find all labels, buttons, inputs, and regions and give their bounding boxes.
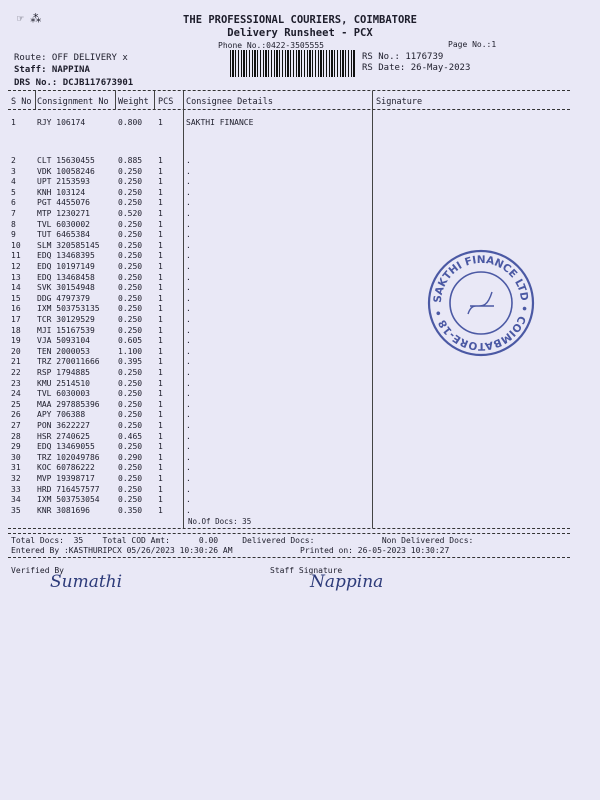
- row-details: .: [186, 474, 191, 483]
- row-consignment: DDG 4797379: [37, 293, 90, 303]
- row-consignment: IXM 503753135: [37, 304, 100, 314]
- row-details: .: [186, 505, 191, 515]
- row-weight: 0.250: [118, 219, 143, 229]
- footer-rule-2: [8, 557, 570, 558]
- row-pcs: 1: [158, 495, 163, 505]
- column-divider: [115, 91, 116, 109]
- row-sno: 28: [11, 431, 21, 441]
- table-header-rule: [8, 109, 570, 110]
- row-consignment: APY 706388: [37, 410, 86, 420]
- row-pcs: 1: [158, 410, 163, 420]
- verified-by-label: Verified By: [11, 566, 64, 575]
- row-sno: 20: [11, 346, 21, 356]
- row-pcs: 1: [158, 177, 163, 187]
- row-details: .: [186, 389, 191, 399]
- row-consignment: KNR 3081696: [37, 505, 90, 515]
- row-weight: 0.250: [118, 399, 143, 409]
- row-weight: 0.250: [118, 378, 143, 388]
- row-weight: 0.250: [118, 304, 143, 314]
- row-pcs: 1: [158, 283, 163, 293]
- row-sno: 10: [11, 240, 21, 250]
- row-sno: 30: [11, 452, 21, 462]
- table-bottom-rule: [8, 528, 570, 529]
- row-weight: 0.250: [118, 187, 143, 197]
- row-consignment: HSR 2740625: [37, 431, 90, 441]
- row-consignment: VJA 5093104: [37, 336, 90, 346]
- row-consignment: MAA 297885396: [37, 399, 100, 409]
- row-consignment: RJY 106174: [37, 118, 86, 127]
- row-weight: 0.250: [118, 166, 143, 176]
- row-pcs: 1: [158, 166, 163, 176]
- row-consignment: TUT 6465384: [37, 230, 90, 240]
- row-pcs: 1: [158, 346, 163, 356]
- row-sno: 24: [11, 389, 21, 399]
- row-details: .: [186, 368, 191, 377]
- row-pcs: 1: [158, 219, 163, 229]
- footer-rule: [8, 533, 570, 534]
- staff-signature-label: Staff Signature: [270, 566, 343, 575]
- row-details: .: [186, 187, 191, 197]
- row-weight: 0.250: [118, 389, 143, 399]
- row-weight: 0.250: [118, 325, 143, 335]
- row-sno: 17: [11, 315, 21, 324]
- row-details: .: [186, 495, 191, 505]
- row-pcs: 1: [158, 209, 163, 218]
- column-header-details: Consignee Details: [186, 97, 273, 107]
- row-pcs: 1: [158, 240, 163, 250]
- row-pcs: 1: [158, 304, 163, 314]
- column-divider: [154, 91, 155, 109]
- row-details: .: [186, 315, 191, 324]
- row-sno: 31: [11, 463, 21, 473]
- verified-signature: Sumathi: [50, 572, 123, 592]
- row-consignment: KMU 2514510: [37, 378, 90, 388]
- row-consignment: TRZ 270011666: [37, 357, 100, 367]
- row-weight: 0.250: [118, 198, 143, 208]
- drs-number: DRS No.: DCJB117673901: [14, 78, 134, 88]
- entered-by: Entered By :KASTHURIPCX 05/26/2023 10:30:26 AM: [11, 546, 233, 555]
- phone-number: Phone No.:0422-3505555: [218, 41, 324, 50]
- row-consignment: IXM 503753054: [37, 495, 100, 505]
- row-consignment: EDQ 13469055: [37, 442, 95, 452]
- column-divider: [35, 91, 36, 109]
- row-weight: 0.250: [118, 315, 143, 324]
- row-details: .: [186, 421, 191, 430]
- row-sno: 5: [11, 187, 16, 197]
- row-pcs: 1: [158, 262, 163, 271]
- row-weight: 0.885: [118, 156, 143, 165]
- row-pcs: 1: [158, 452, 163, 462]
- row-consignment: EDQ 13468395: [37, 251, 95, 261]
- rs-number: RS No.: 1176739: [362, 52, 444, 62]
- row-pcs: 1: [158, 315, 163, 324]
- row-consignment: TVL 6030002: [37, 219, 90, 229]
- row-pcs: 1: [158, 357, 163, 367]
- row-weight: 0.250: [118, 177, 143, 187]
- row-weight: 0.395: [118, 357, 143, 367]
- row-details: SAKTHI FINANCE: [186, 118, 254, 127]
- row-sno: 18: [11, 325, 21, 335]
- row-details: .: [186, 156, 191, 165]
- row-sno: 4: [11, 177, 16, 187]
- row-details: .: [186, 166, 191, 176]
- row-pcs: 1: [158, 272, 163, 282]
- row-weight: 0.250: [118, 283, 143, 293]
- row-consignment: MVP 19398717: [37, 474, 95, 483]
- row-sno: 9: [11, 230, 16, 240]
- row-sno: 25: [11, 399, 21, 409]
- row-weight: 0.250: [118, 293, 143, 303]
- row-consignment: TVL 6030003: [37, 389, 90, 399]
- row-pcs: 1: [158, 293, 163, 303]
- row-details: .: [186, 463, 191, 473]
- row-consignment: SLM 320585145: [37, 240, 100, 250]
- row-weight: 0.250: [118, 230, 143, 240]
- row-pcs: 1: [158, 378, 163, 388]
- row-sno: 14: [11, 283, 21, 293]
- row-weight: 0.250: [118, 442, 143, 452]
- row-pcs: 1: [158, 442, 163, 452]
- row-details: .: [186, 325, 191, 335]
- staff-signature: Nappina: [310, 572, 384, 592]
- row-weight: 0.250: [118, 463, 143, 473]
- row-weight: 0.250: [118, 262, 143, 271]
- row-sno: 2: [11, 156, 16, 165]
- row-weight: 0.250: [118, 484, 143, 494]
- row-consignment: RSP 1794885: [37, 368, 90, 377]
- row-pcs: 1: [158, 368, 163, 377]
- number-of-docs: No.Of Docs: 35: [188, 517, 252, 526]
- row-weight: 0.250: [118, 272, 143, 282]
- column-header-signature: Signature: [376, 97, 423, 107]
- row-details: .: [186, 357, 191, 367]
- staff-label: Staff: NAPPINA: [14, 65, 90, 75]
- row-details: .: [186, 442, 191, 452]
- row-consignment: MJI 15167539: [37, 325, 95, 335]
- row-pcs: 1: [158, 484, 163, 494]
- row-consignment: HRD 716457577: [37, 484, 100, 494]
- row-details: .: [186, 177, 191, 187]
- row-sno: 12: [11, 262, 21, 271]
- row-sno: 21: [11, 357, 21, 367]
- table-top-rule: [8, 90, 570, 91]
- row-weight: 0.800: [118, 118, 143, 127]
- column-header-consignment: Consignment No: [37, 97, 109, 107]
- stamp-scribble: [468, 292, 494, 314]
- row-weight: 0.350: [118, 505, 143, 515]
- row-details: .: [186, 251, 191, 261]
- document-subtitle: Delivery Runsheet - PCX: [227, 27, 373, 39]
- printed-on: Printed on: 26-05-2023 10:30:27: [300, 546, 450, 555]
- row-sno: 22: [11, 368, 21, 377]
- row-consignment: TEN 2000053: [37, 346, 90, 356]
- row-pcs: 1: [158, 399, 163, 409]
- column-divider: [372, 91, 373, 528]
- row-sno: 7: [11, 209, 16, 218]
- row-sno: 11: [11, 251, 21, 261]
- row-pcs: 1: [158, 156, 163, 165]
- row-sno: 32: [11, 474, 21, 483]
- row-sno: 3: [11, 166, 16, 176]
- row-pcs: 1: [158, 118, 163, 127]
- row-consignment: TCR 30129529: [37, 315, 95, 324]
- scan-corner-mark: ☞ ⁂: [17, 12, 42, 25]
- document-title: THE PROFESSIONAL COURIERS, COIMBATORE: [183, 14, 417, 26]
- row-details: .: [186, 283, 191, 293]
- row-consignment: PGT 4455076: [37, 198, 90, 208]
- row-sno: 33: [11, 484, 21, 494]
- row-weight: 0.290: [118, 452, 143, 462]
- row-weight: 1.100: [118, 346, 143, 356]
- row-sno: 6: [11, 198, 16, 208]
- page-number: Page No.:1: [448, 40, 497, 49]
- row-consignment: CLT 15630455: [37, 156, 95, 165]
- row-weight: 0.250: [118, 421, 143, 430]
- row-sno: 35: [11, 505, 21, 515]
- row-details: .: [186, 230, 191, 240]
- row-sno: 26: [11, 410, 21, 420]
- column-divider: [183, 91, 184, 528]
- row-consignment: UPT 2153593: [37, 177, 90, 187]
- row-consignment: SVK 30154948: [37, 283, 95, 293]
- row-consignment: VDK 10058246: [37, 166, 95, 176]
- row-details: .: [186, 452, 191, 462]
- row-sno: 27: [11, 421, 21, 430]
- row-consignment: TRZ 102049786: [37, 452, 100, 462]
- route-label: Route: OFF DELIVERY x: [14, 53, 128, 63]
- row-details: .: [186, 346, 191, 356]
- row-sno: 29: [11, 442, 21, 452]
- row-details: .: [186, 410, 191, 420]
- row-weight: 0.250: [118, 251, 143, 261]
- row-pcs: 1: [158, 505, 163, 515]
- row-details: .: [186, 304, 191, 314]
- row-weight: 0.250: [118, 368, 143, 377]
- row-details: .: [186, 219, 191, 229]
- row-details: .: [186, 198, 191, 208]
- row-pcs: 1: [158, 230, 163, 240]
- barcode: [230, 50, 356, 77]
- stamp-text: SAKTHI FINANCE LTD • COIMBATORE-18 •: [431, 253, 531, 353]
- row-pcs: 1: [158, 463, 163, 473]
- row-weight: 0.250: [118, 240, 143, 250]
- totals-line: Total Docs: 35 Total COD Amt: 0.00 Delivered Docs: Non Delivered Docs:: [11, 536, 474, 545]
- column-header-pcs: PCS: [158, 97, 174, 107]
- row-details: .: [186, 209, 191, 218]
- row-sno: 15: [11, 293, 21, 303]
- row-details: .: [186, 272, 191, 282]
- row-consignment: EDQ 10197149: [37, 262, 95, 271]
- row-pcs: 1: [158, 325, 163, 335]
- row-consignment: MTP 1230271: [37, 209, 90, 218]
- row-details: .: [186, 378, 191, 388]
- row-pcs: 1: [158, 251, 163, 261]
- row-pcs: 1: [158, 474, 163, 483]
- row-details: .: [186, 399, 191, 409]
- row-sno: 13: [11, 272, 21, 282]
- row-consignment: KOC 60786222: [37, 463, 95, 473]
- row-details: .: [186, 240, 191, 250]
- row-details: .: [186, 293, 191, 303]
- row-sno: 34: [11, 495, 21, 505]
- row-details: .: [186, 262, 191, 271]
- row-details: .: [186, 484, 191, 494]
- row-consignment: KNH 103124: [37, 187, 86, 197]
- row-consignment: PON 3622227: [37, 421, 90, 430]
- row-sno: 8: [11, 219, 16, 229]
- row-weight: 0.465: [118, 431, 143, 441]
- row-pcs: 1: [158, 336, 163, 346]
- row-details: .: [186, 336, 191, 346]
- rs-date: RS Date: 26-May-2023: [362, 63, 471, 73]
- row-consignment: EDQ 13468458: [37, 272, 95, 282]
- row-pcs: 1: [158, 431, 163, 441]
- row-pcs: 1: [158, 389, 163, 399]
- row-weight: 0.250: [118, 495, 143, 505]
- row-weight: 0.250: [118, 410, 143, 420]
- row-sno: 19: [11, 336, 21, 346]
- row-pcs: 1: [158, 198, 163, 208]
- row-pcs: 1: [158, 187, 163, 197]
- column-header-sno: S No: [11, 97, 32, 107]
- row-weight: 0.605: [118, 336, 143, 346]
- company-stamp: [426, 248, 536, 358]
- row-sno: 1: [11, 118, 16, 127]
- row-weight: 0.250: [118, 474, 143, 483]
- row-sno: 16: [11, 304, 21, 314]
- column-header-weight: Weight: [118, 97, 149, 107]
- row-sno: 23: [11, 378, 21, 388]
- row-details: .: [186, 431, 191, 441]
- row-weight: 0.520: [118, 209, 143, 218]
- row-pcs: 1: [158, 421, 163, 430]
